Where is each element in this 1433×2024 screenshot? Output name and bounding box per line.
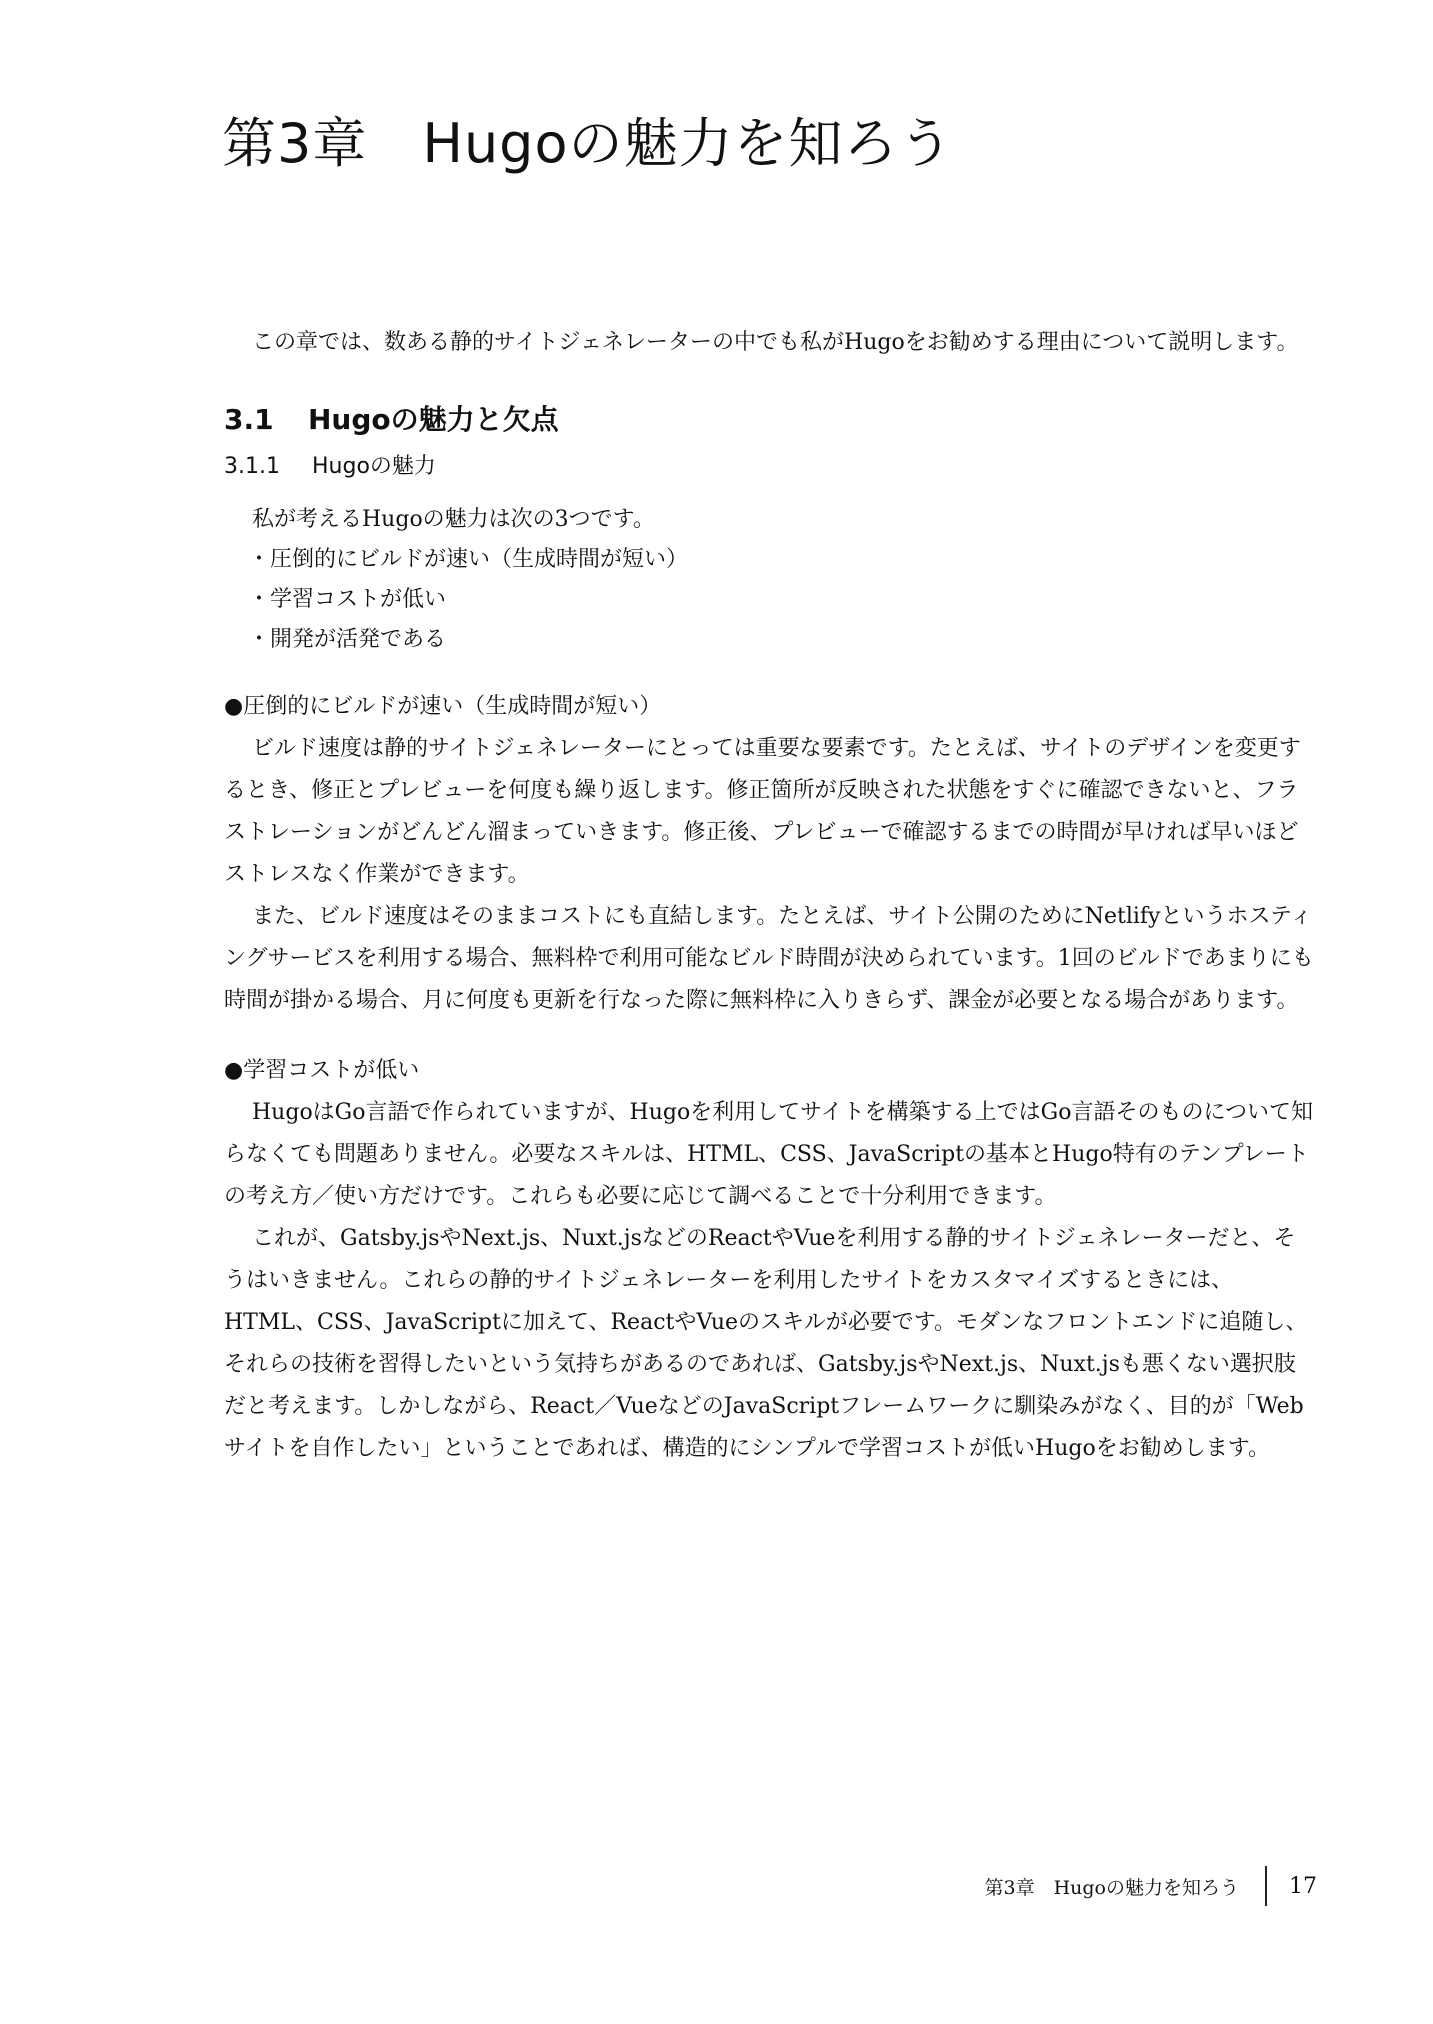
low-cost-paragraph: HugoはGo言語で作られていますが、Hugoを利用してサイトを構築する上ではGo言語そのものについて知らなくても問題ありません。必要なスキルは、HTML、CSS、JavaScriptの基本とHugo特有のテンプレートの考え方／使い方だけです。これらも必要に応じて調べることで十分利用できます。 xyxy=(224,1100,1314,1209)
section-title: Hugoの魅力と欠点 xyxy=(308,403,559,436)
appeal-list xyxy=(224,500,1316,660)
running-title: 第3章 Hugoの魅力を知ろう xyxy=(984,1876,1239,1899)
page-footer xyxy=(985,1864,1318,1908)
low-cost-heading: ●学習コストが低い xyxy=(224,1058,420,1083)
section-number: 3.1 xyxy=(224,403,274,436)
fast-build-heading: ●圧倒的にビルドが速い（生成時間が短い） xyxy=(224,694,662,719)
subsection-number: 3.1.1 xyxy=(224,454,280,479)
subsection-title: Hugoの魅力 xyxy=(312,454,436,479)
subsection-heading xyxy=(224,446,1316,488)
appeal-item: ・学習コストが低い xyxy=(248,587,447,612)
fast-build-paragraph: また、ビルド速度はそのままコストにも直結します。たとえば、サイト公開のためにNetlifyというホスティングサービスを利用する場合、無料枠で利用可能なビルド時間が決められています。1回のビルドであまりにも時間が掛かる場合、月に何度も更新を行なった際に無料枠に入りきらず、課金が必要となる場合があります。 xyxy=(224,904,1314,1013)
chapter-title: 第3章 Hugoの魅力を知ろう xyxy=(222,112,954,175)
appeal-item: ・開発が活発である xyxy=(248,627,447,652)
low-cost-block xyxy=(224,1050,1316,1470)
low-cost-paragraph: これが、Gatsby.jsやNext.js、Nuxt.jsなどのReactやVueを利用する静的サイトジェネレーターだと、そうはいきません。これらの静的サイトジェネレーターを利用したサイトをカスタマイズするときには、HTML、CSS、JavaScriptに加えて、ReactやVueのスキルが必要です。モダンなフロントエンドに追随し、それらの技術を習得したいという気持ちがあるのであれば、Gatsby.jsやNext.js、Nuxt.jsも悪くない選択肢だと考えます。しかしながら、React／VueなどのJavaScriptフレームワークに馴染みがなく、目的が「Webサイトを自作したい」ということであれば、構造的にシンプルで学習コストが低いHugoをお勧めします。 xyxy=(224,1226,1308,1461)
appeal-item: ・圧倒的にビルドが速い（生成時間が短い） xyxy=(248,547,689,572)
footer-divider xyxy=(1265,1866,1267,1906)
section-heading xyxy=(224,398,1316,442)
fast-build-paragraph: ビルド速度は静的サイトジェネレーターにとっては重要な要素です。たとえば、サイトのデザインを変更するとき、修正とプレビューを何度も繰り返します。修正箇所が反映された状態をすぐに確認できないと、フラストレーションがどんどん溜まっていきます。修正後、プレビューで確認するまでの時間が早ければ早いほどストレスなく作業ができます。 xyxy=(224,736,1301,887)
page-body xyxy=(224,322,1316,1498)
page-number: 17 xyxy=(1289,1873,1317,1899)
appeal-lead: 私が考えるHugoの魅力は次の3つです。 xyxy=(252,507,655,532)
fast-build-block xyxy=(224,686,1316,1022)
intro-paragraph: この章では、数ある静的サイトジェネレーターの中でも私がHugoをお勧めする理由について説明します。 xyxy=(252,330,1299,355)
